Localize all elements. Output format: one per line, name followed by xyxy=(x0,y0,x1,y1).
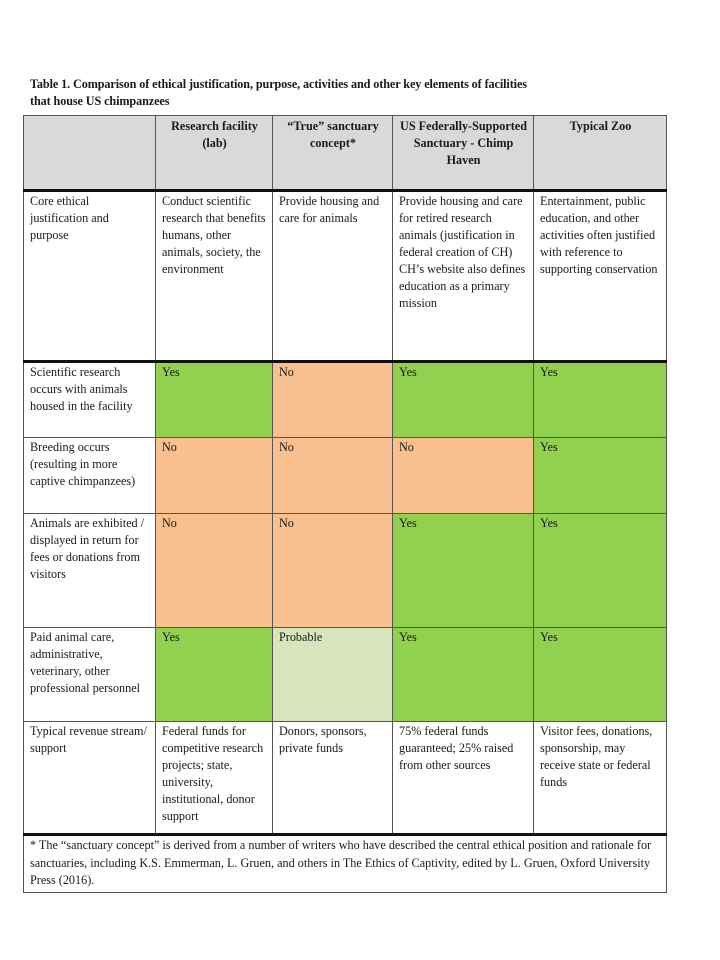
status-cell: No xyxy=(273,514,393,628)
status-cell: No xyxy=(273,362,393,438)
status-cell: Yes xyxy=(393,514,534,628)
status-cell: Probable xyxy=(273,628,393,722)
comparison-table xyxy=(23,115,667,893)
status-cell: No xyxy=(156,514,273,628)
table-cell: Entertainment, public education, and other activities often justified with reference to supporting conservation xyxy=(534,191,667,362)
status-cell: Yes xyxy=(156,362,273,438)
status-cell: Yes xyxy=(393,362,534,438)
status-cell: Yes xyxy=(534,362,667,438)
status-cell: No xyxy=(273,438,393,514)
table-cell: Provide housing and care for animals xyxy=(273,191,393,362)
header-blank xyxy=(24,116,156,191)
status-cell: Yes xyxy=(534,514,667,628)
status-cell: No xyxy=(156,438,273,514)
table-cell: Visitor fees, donations, sponsorship, may receive state or federal funds xyxy=(534,722,667,835)
row-label: Scientific research occurs with animals housed in the facility xyxy=(24,362,156,438)
row-label: Animals are exhibited / displayed in return for fees or donations from visitors xyxy=(24,514,156,628)
header-chimp-haven: US Federally-Supported Sanctuary - Chimp Haven xyxy=(393,116,534,191)
table-row xyxy=(24,722,667,835)
row-label: Core ethical justification and purpose xyxy=(24,191,156,362)
table-caption xyxy=(30,76,670,110)
table-cell: 75% federal funds guaranteed; 25% raised from other sources xyxy=(393,722,534,835)
row-label: Paid animal care, administrative, veterinary, other professional personnel xyxy=(24,628,156,722)
status-cell: Yes xyxy=(393,628,534,722)
table-cell: Donors, sponsors, private funds xyxy=(273,722,393,835)
table-cell: Federal funds for competitive research projects; state, university, institutional, donor support xyxy=(156,722,273,835)
caption-line-1: Table 1. Comparison of ethical justification, purpose, activities and other key elements of facilities xyxy=(30,77,527,91)
header-row xyxy=(24,116,667,191)
table-cell: Provide housing and care for retired research animals (justification in federal creation of CH) CH’s website also defines education as a primary mission xyxy=(393,191,534,362)
row-label: Breeding occurs (resulting in more captive chimpanzees) xyxy=(24,438,156,514)
header-research-facility: Research facility (lab) xyxy=(156,116,273,191)
header-true-sanctuary: “True” sanctuary concept* xyxy=(273,116,393,191)
table-row xyxy=(24,628,667,722)
status-cell: Yes xyxy=(534,438,667,514)
status-cell: No xyxy=(393,438,534,514)
header-typical-zoo: Typical Zoo xyxy=(534,116,667,191)
table-row xyxy=(24,362,667,438)
table-row xyxy=(24,514,667,628)
table-row xyxy=(24,438,667,514)
status-cell: Yes xyxy=(156,628,273,722)
status-cell: Yes xyxy=(534,628,667,722)
caption-line-2: that house US chimpanzees xyxy=(30,94,170,108)
row-label: Typical revenue stream/ support xyxy=(24,722,156,835)
table-cell: Conduct scientific research that benefits humans, other animals, society, the environment xyxy=(156,191,273,362)
footnote-row xyxy=(24,835,667,893)
footnote: * The “sanctuary concept” is derived from a number of writers who have described the central ethical position and rationale for sanctuaries, including K.S. Emmerman, L. Gruen, and others in The Ethics of Captivity, edited by L. Gruen, Oxford University Press (2016). xyxy=(24,835,667,893)
table-row xyxy=(24,191,667,362)
